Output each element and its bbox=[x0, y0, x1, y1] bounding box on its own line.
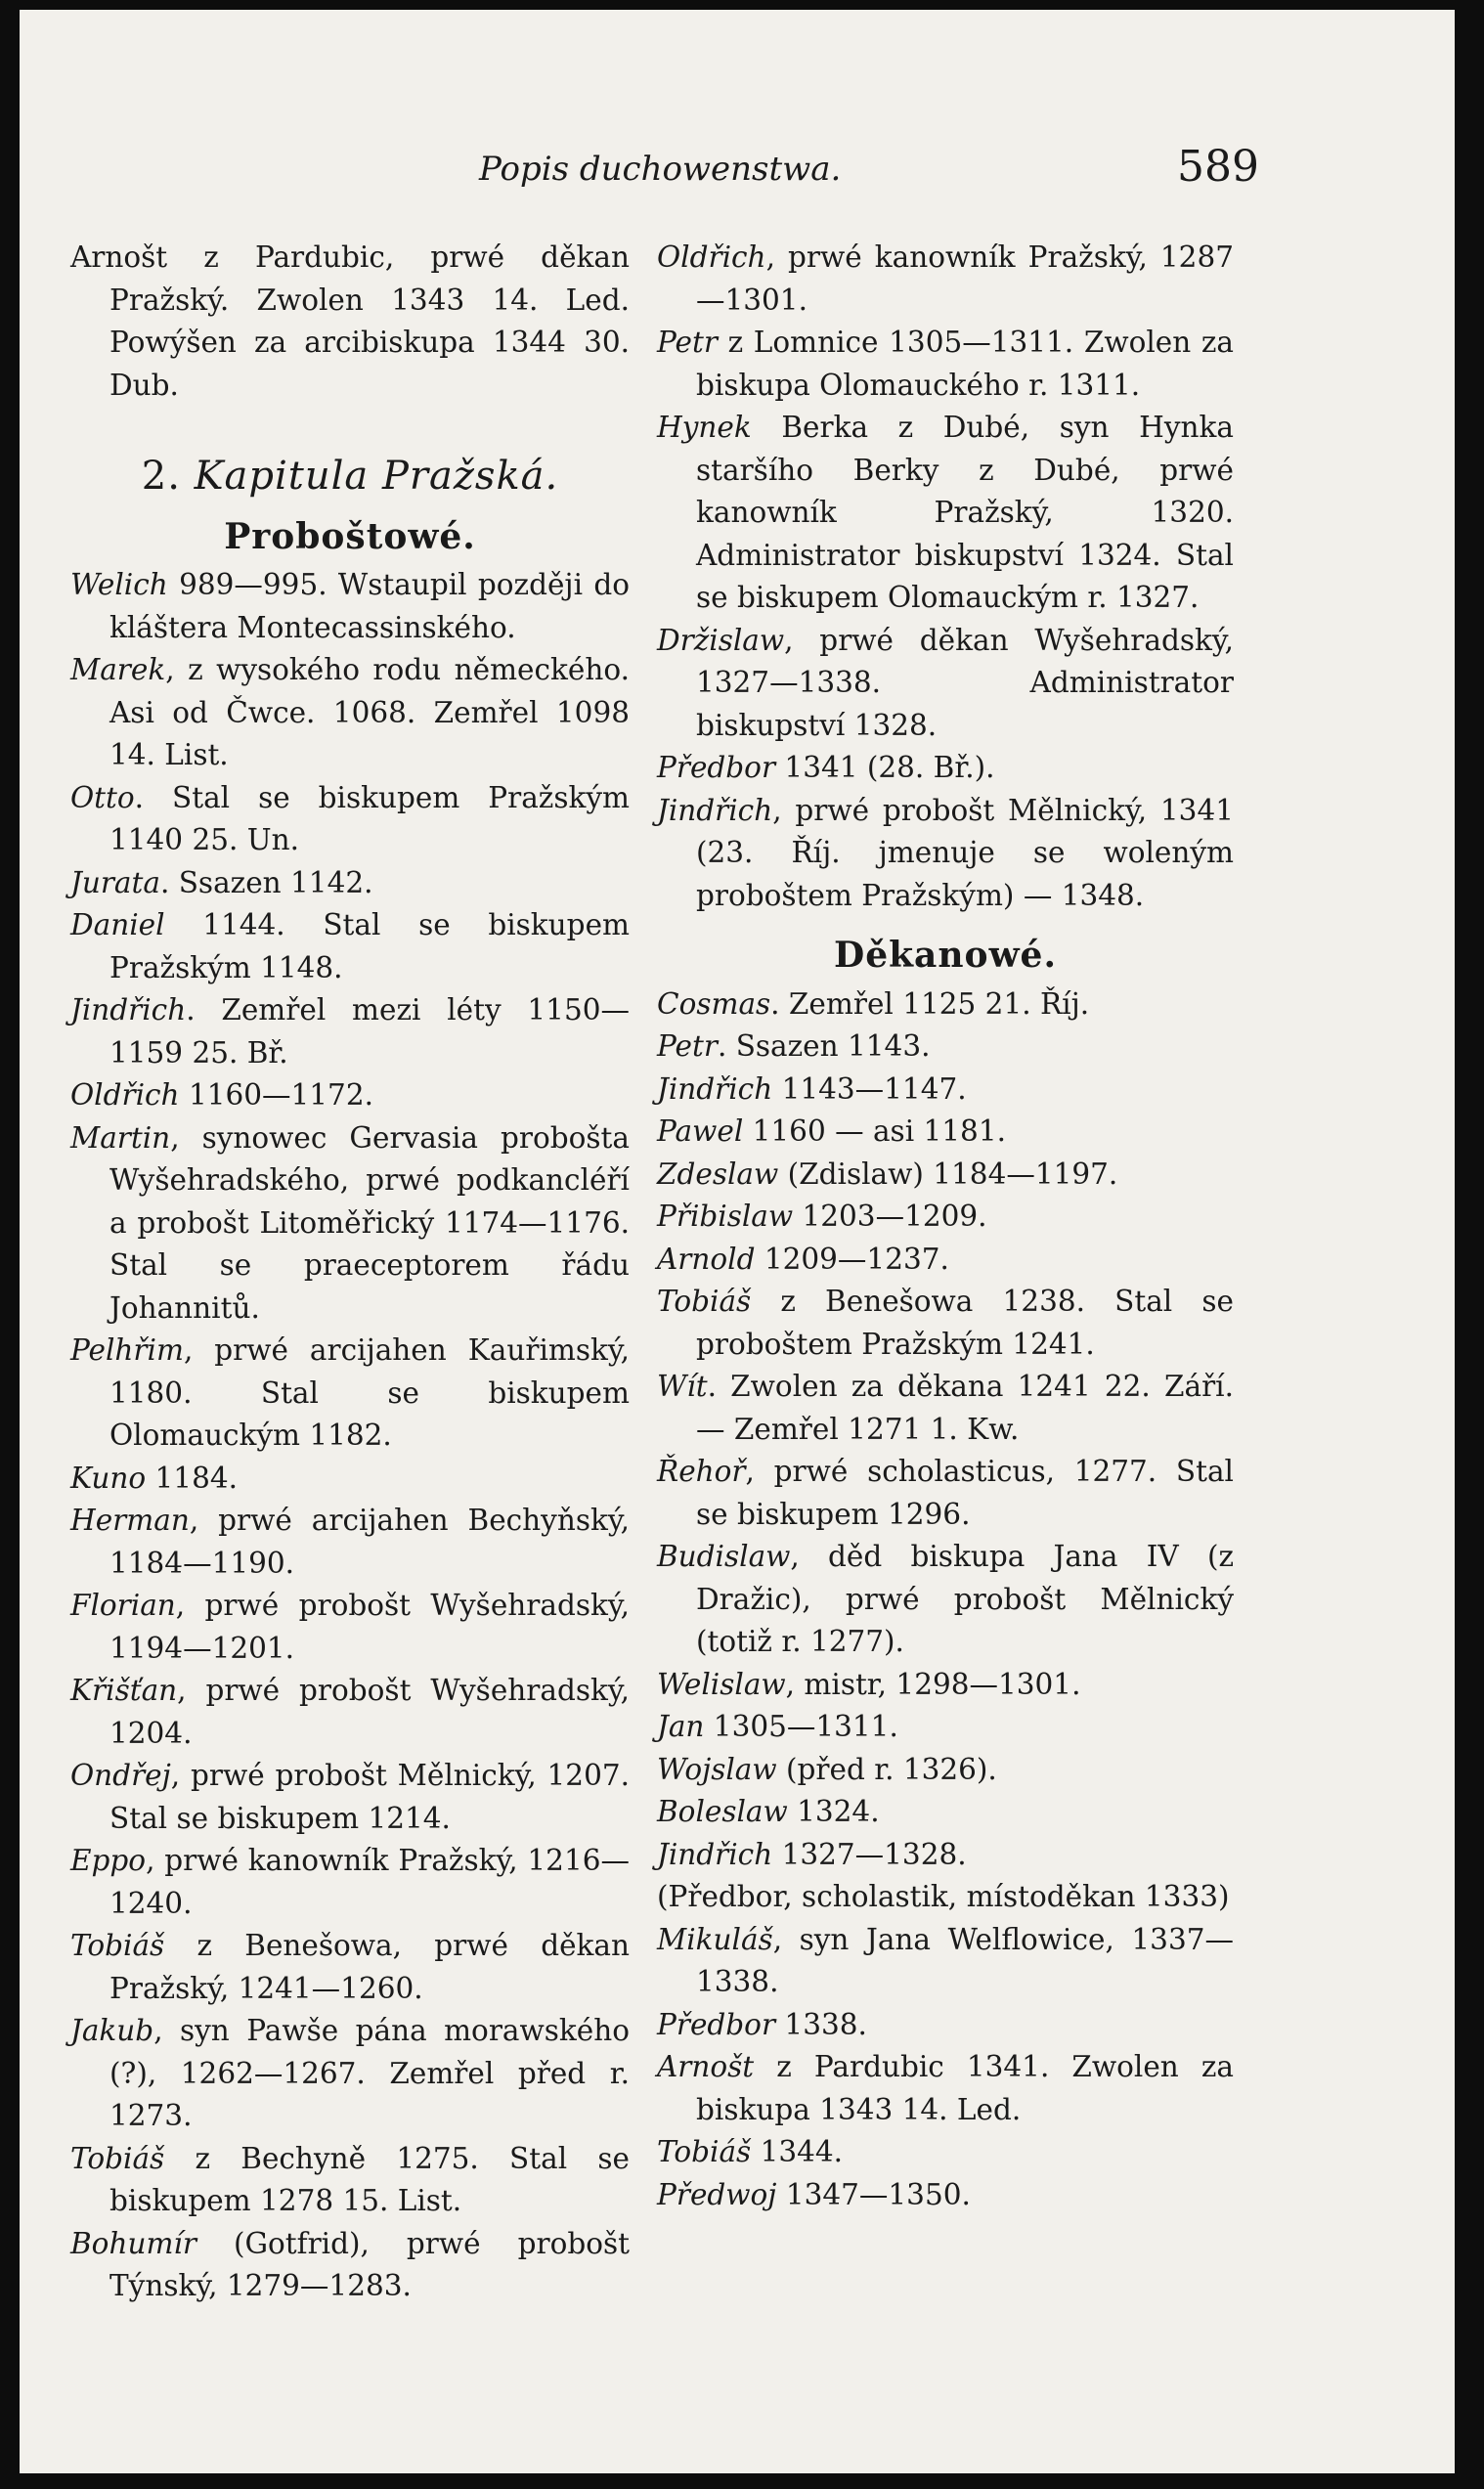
book-page bbox=[20, 10, 1455, 2473]
entry-text: , prwé probošt Mělnický, 1207. Stal se biskupem 1214. bbox=[109, 1759, 630, 1835]
register-entry bbox=[70, 862, 630, 905]
entry-name: Pawel bbox=[657, 1114, 744, 1148]
entry-text: 1347—1350. bbox=[776, 2177, 971, 2211]
entry-name: Boleslaw bbox=[657, 1795, 788, 1828]
entry-name: Mikuláš bbox=[657, 1922, 773, 1956]
kapitula-title: Kapitula Pražská. bbox=[194, 454, 559, 499]
entry-text: , prwé arcijahen Bechyňský, 1184—1190. bbox=[109, 1504, 630, 1580]
register-entry bbox=[70, 1585, 630, 1670]
entry-text: 1209—1237. bbox=[755, 1242, 949, 1276]
entry-name: Eppo bbox=[70, 1844, 147, 1877]
entry-text: , z wysokého rodu německého. Asi od Čwce. 1068. Zemřel 1098 14. List. bbox=[109, 653, 630, 771]
running-title: Popis duchowenstwa. bbox=[479, 150, 842, 189]
register-entry bbox=[70, 2138, 630, 2223]
register-entry bbox=[657, 237, 1234, 322]
register-entry bbox=[657, 1664, 1234, 1707]
entry-text: z Pardubic 1341. Zwolen za biskupa 1343 14. Led. bbox=[696, 2050, 1234, 2126]
register-entry bbox=[70, 777, 630, 862]
entry-name: Tobiáš bbox=[70, 1929, 165, 1962]
entry-name: Ondřej bbox=[70, 1759, 171, 1792]
entry-name: Petr bbox=[657, 1029, 718, 1063]
entry-text: , mistr, 1298—1301. bbox=[785, 1667, 1081, 1701]
entry-name: Martin bbox=[70, 1120, 171, 1155]
register-entry bbox=[657, 1026, 1234, 1069]
right-entry-list-top bbox=[657, 237, 1234, 917]
register-entry bbox=[657, 2174, 1234, 2217]
entry-text: 1144. Stal se biskupem Pražským 1148. bbox=[109, 908, 630, 984]
entry-name: Jindřich bbox=[657, 1071, 773, 1106]
register-entry bbox=[70, 1925, 630, 2010]
entry-text: 1160—1172. bbox=[179, 1078, 373, 1112]
entry-text: . Zwolen za děkana 1241 22. Září. — Zemřel 1271 1. Kw. bbox=[696, 1370, 1234, 1446]
section-heading-dekanowe: Děkanowé. bbox=[833, 935, 1057, 976]
entry-name: Jindřich bbox=[657, 793, 773, 827]
register-entry bbox=[657, 790, 1234, 918]
right-column bbox=[657, 237, 1234, 2216]
entry-text: z Lomnice 1305—1311. Zwolen za biskupa Olomauckého r. 1311. bbox=[696, 326, 1234, 402]
entry-name: Křišťan bbox=[70, 1674, 178, 1707]
entry-name: Jan bbox=[657, 1710, 705, 1743]
kapitula-number: 2. bbox=[141, 454, 195, 499]
register-entry bbox=[70, 904, 630, 989]
entry-text: z Pardubic, prwé děkan Pražský. Zwolen 1343 14. Led. Powýšen za arcibiskupa 1344 30. Dub. bbox=[109, 240, 630, 402]
register-entry bbox=[657, 407, 1234, 620]
entry-text: , synowec Gervasia probošta Wyšehradského, prwé podkancléří a probošt Litoměřický 1174—1176. Stal se praeceptorem řádu Johannitů. bbox=[109, 1120, 630, 1325]
entry-text: 1324. bbox=[787, 1795, 880, 1828]
entry-text: , prwé probošt Wyšehradský, 1204. bbox=[109, 1674, 630, 1750]
register-entry bbox=[70, 2223, 630, 2308]
entry-name: Marek bbox=[70, 653, 166, 686]
entry-text: , prwé kanowník Pražský, 1287—1301. bbox=[696, 240, 1234, 317]
entry-text: (Zdislaw) 1184—1197. bbox=[778, 1157, 1118, 1191]
entry-text: , prwé probošt Mělnický, 1341 (23. Říj. jmenuje se woleným proboštem Pražským) — 1348. bbox=[696, 793, 1234, 912]
entry-text: , děd biskupa Jana IV (z Dražic), prwé probošt Mělnický (totiž r. 1277). bbox=[696, 1540, 1234, 1658]
entry-text: , prwé scholasticus, 1277. Stal se biskupem 1296. bbox=[696, 1455, 1234, 1531]
register-entry bbox=[657, 1536, 1234, 1664]
entry-name: Bohumír bbox=[70, 2226, 196, 2260]
register-entry bbox=[657, 1069, 1234, 1112]
entry-name: Zdeslaw bbox=[657, 1157, 779, 1191]
entry-text: 1327—1328. bbox=[772, 1837, 967, 1871]
entry-name: Řehoř bbox=[657, 1455, 746, 1488]
entry-text: , syn Pawše pána morawského (?), 1262—1267. Zemřel před r. 1273. bbox=[109, 2014, 630, 2132]
entry-name: Wojslaw bbox=[657, 1752, 777, 1786]
entry-text: (Předbor, scholastik, místoděkan 1333) bbox=[657, 1880, 1230, 1913]
entry-text: 1305—1311. bbox=[704, 1710, 898, 1743]
entry-name: Oldřich bbox=[70, 1078, 180, 1112]
entry-name: Kuno bbox=[70, 1461, 147, 1495]
entry-name: Předbor bbox=[657, 751, 776, 784]
entry-name: Budislaw bbox=[657, 1540, 791, 1573]
entry-text: z Bechyně 1275. Stal se biskupem 1278 15. List. bbox=[109, 2141, 630, 2217]
entry-name: Daniel bbox=[70, 908, 165, 941]
entry-name: Pelhřim bbox=[70, 1333, 184, 1367]
entry-text: 1341 (28. Bř.). bbox=[775, 751, 995, 784]
register-entry bbox=[657, 1706, 1234, 1749]
entry-text: 1203—1209. bbox=[793, 1200, 987, 1233]
entry-name: Otto bbox=[70, 780, 135, 814]
section-heading-kapitula bbox=[70, 456, 630, 499]
register-entry bbox=[70, 1500, 630, 1585]
entry-text: , prwé kanowník Pražský, 1216—1240. bbox=[109, 1844, 630, 1920]
entry-name: Petr bbox=[657, 326, 718, 359]
register-entry bbox=[70, 2010, 630, 2138]
entry-text: (Gotfrid), prwé probošt Týnský, 1279—1283. bbox=[109, 2226, 630, 2302]
entry-text: 1143—1147. bbox=[772, 1071, 967, 1106]
entry-text: 1338. bbox=[775, 2007, 867, 2041]
register-entry bbox=[657, 1451, 1234, 1536]
entry-name: Jindřich bbox=[657, 1837, 773, 1871]
register-entry bbox=[70, 564, 630, 649]
entry-text: , syn Jana Welflowice, 1337—1338. bbox=[696, 1922, 1234, 1998]
page-header bbox=[20, 142, 1455, 200]
register-entry bbox=[657, 1876, 1234, 1919]
register-entry bbox=[657, 747, 1234, 790]
entry-text: , prwé arcijahen Kauřimský, 1180. Stal se biskupem Olomauckým 1182. bbox=[109, 1333, 630, 1452]
register-entry bbox=[70, 1670, 630, 1755]
register-entry bbox=[657, 2004, 1234, 2047]
register-entry bbox=[70, 1755, 630, 1840]
register-entry bbox=[657, 2131, 1234, 2174]
register-entry bbox=[657, 620, 1234, 748]
entry-name: Předwoj bbox=[657, 2177, 777, 2211]
register-entry bbox=[657, 1154, 1234, 1197]
entry-name: Welislaw bbox=[657, 1667, 786, 1701]
entry-name: Arnold bbox=[657, 1242, 756, 1276]
register-entry bbox=[70, 1117, 630, 1331]
entry-text: 1160 — asi 1181. bbox=[743, 1114, 1006, 1148]
intro-entry bbox=[70, 237, 630, 407]
register-entry bbox=[657, 1749, 1234, 1792]
entry-name: Arnošt bbox=[70, 240, 168, 274]
entry-name: Wít bbox=[657, 1370, 708, 1403]
entry-name: Jakub bbox=[70, 2014, 154, 2047]
entry-name: Předbor bbox=[657, 2007, 776, 2041]
page-number: 589 bbox=[1177, 142, 1259, 192]
register-entry bbox=[657, 1111, 1234, 1154]
register-entry bbox=[70, 989, 630, 1074]
entry-text: . Ssazen 1143. bbox=[717, 1029, 931, 1063]
entry-text: 1344. bbox=[751, 2135, 844, 2168]
entry-text: z Benešowa 1238. Stal se proboštem Pražským 1241. bbox=[696, 1285, 1234, 1361]
register-entry bbox=[657, 1834, 1234, 1877]
entry-name: Oldřich bbox=[657, 240, 766, 274]
entry-text: z Benešowa, prwé děkan Pražský, 1241—1260. bbox=[109, 1929, 630, 2005]
entry-name: Welich bbox=[70, 568, 168, 601]
register-entry bbox=[70, 1840, 630, 1925]
register-entry bbox=[657, 1196, 1234, 1239]
register-entry bbox=[70, 1074, 630, 1117]
register-entry bbox=[70, 649, 630, 777]
entry-name: Jindřich bbox=[70, 993, 187, 1026]
entry-text: . Stal se biskupem Pražským 1140 25. Un. bbox=[109, 780, 630, 856]
entry-text: Berka z Dubé, syn Hynka staršího Berky z Dubé, prwé kanowník Pražský, 1320. Administrator biskupství 1324. Stal se biskupem Olomauckým r. 1327. bbox=[696, 411, 1234, 614]
register-entry bbox=[657, 322, 1234, 407]
section-heading-probostowe: Proboštowé. bbox=[224, 515, 476, 557]
entry-text: 989—995. Wstaupil později do kláštera Montecassinského. bbox=[109, 568, 630, 644]
register-entry bbox=[657, 1919, 1234, 2004]
entry-name: Arnošt bbox=[657, 2050, 755, 2083]
entry-text: 1184. bbox=[146, 1461, 238, 1495]
register-entry bbox=[657, 1791, 1234, 1834]
entry-name: Tobiáš bbox=[70, 2141, 165, 2175]
entry-name: Florian bbox=[70, 1589, 176, 1622]
register-entry bbox=[70, 1458, 630, 1501]
left-column bbox=[70, 237, 630, 2308]
register-entry bbox=[657, 1281, 1234, 1366]
entry-name: Hynek bbox=[657, 411, 752, 444]
entry-name: Jurata bbox=[70, 865, 160, 899]
register-entry bbox=[657, 983, 1234, 1026]
right-entry-list-bottom bbox=[657, 983, 1234, 2217]
register-entry bbox=[657, 2046, 1234, 2131]
entry-text: , prwé děkan Wyšehradský, 1327—1338. Administrator biskupství 1328. bbox=[696, 623, 1234, 742]
entry-name: Herman bbox=[70, 1504, 190, 1537]
entry-name: Tobiáš bbox=[657, 1285, 752, 1318]
entry-name: Držislaw bbox=[657, 623, 785, 657]
entry-name: Cosmas bbox=[657, 986, 771, 1021]
register-entry bbox=[70, 1330, 630, 1458]
entry-name: Přibislaw bbox=[657, 1200, 794, 1233]
entry-text: . Zemřel mezi léty 1150—1159 25. Bř. bbox=[109, 993, 630, 1070]
left-entry-list bbox=[70, 564, 630, 2308]
entry-text: , prwé probošt Wyšehradský, 1194—1201. bbox=[109, 1589, 630, 1665]
entry-text: (před r. 1326). bbox=[776, 1752, 997, 1786]
register-entry bbox=[657, 1239, 1234, 1282]
entry-name: Tobiáš bbox=[657, 2135, 752, 2168]
entry-text: . Ssazen 1142. bbox=[159, 865, 373, 899]
entry-text: . Zemřel 1125 21. Říj. bbox=[770, 986, 1090, 1021]
register-entry bbox=[657, 1366, 1234, 1451]
